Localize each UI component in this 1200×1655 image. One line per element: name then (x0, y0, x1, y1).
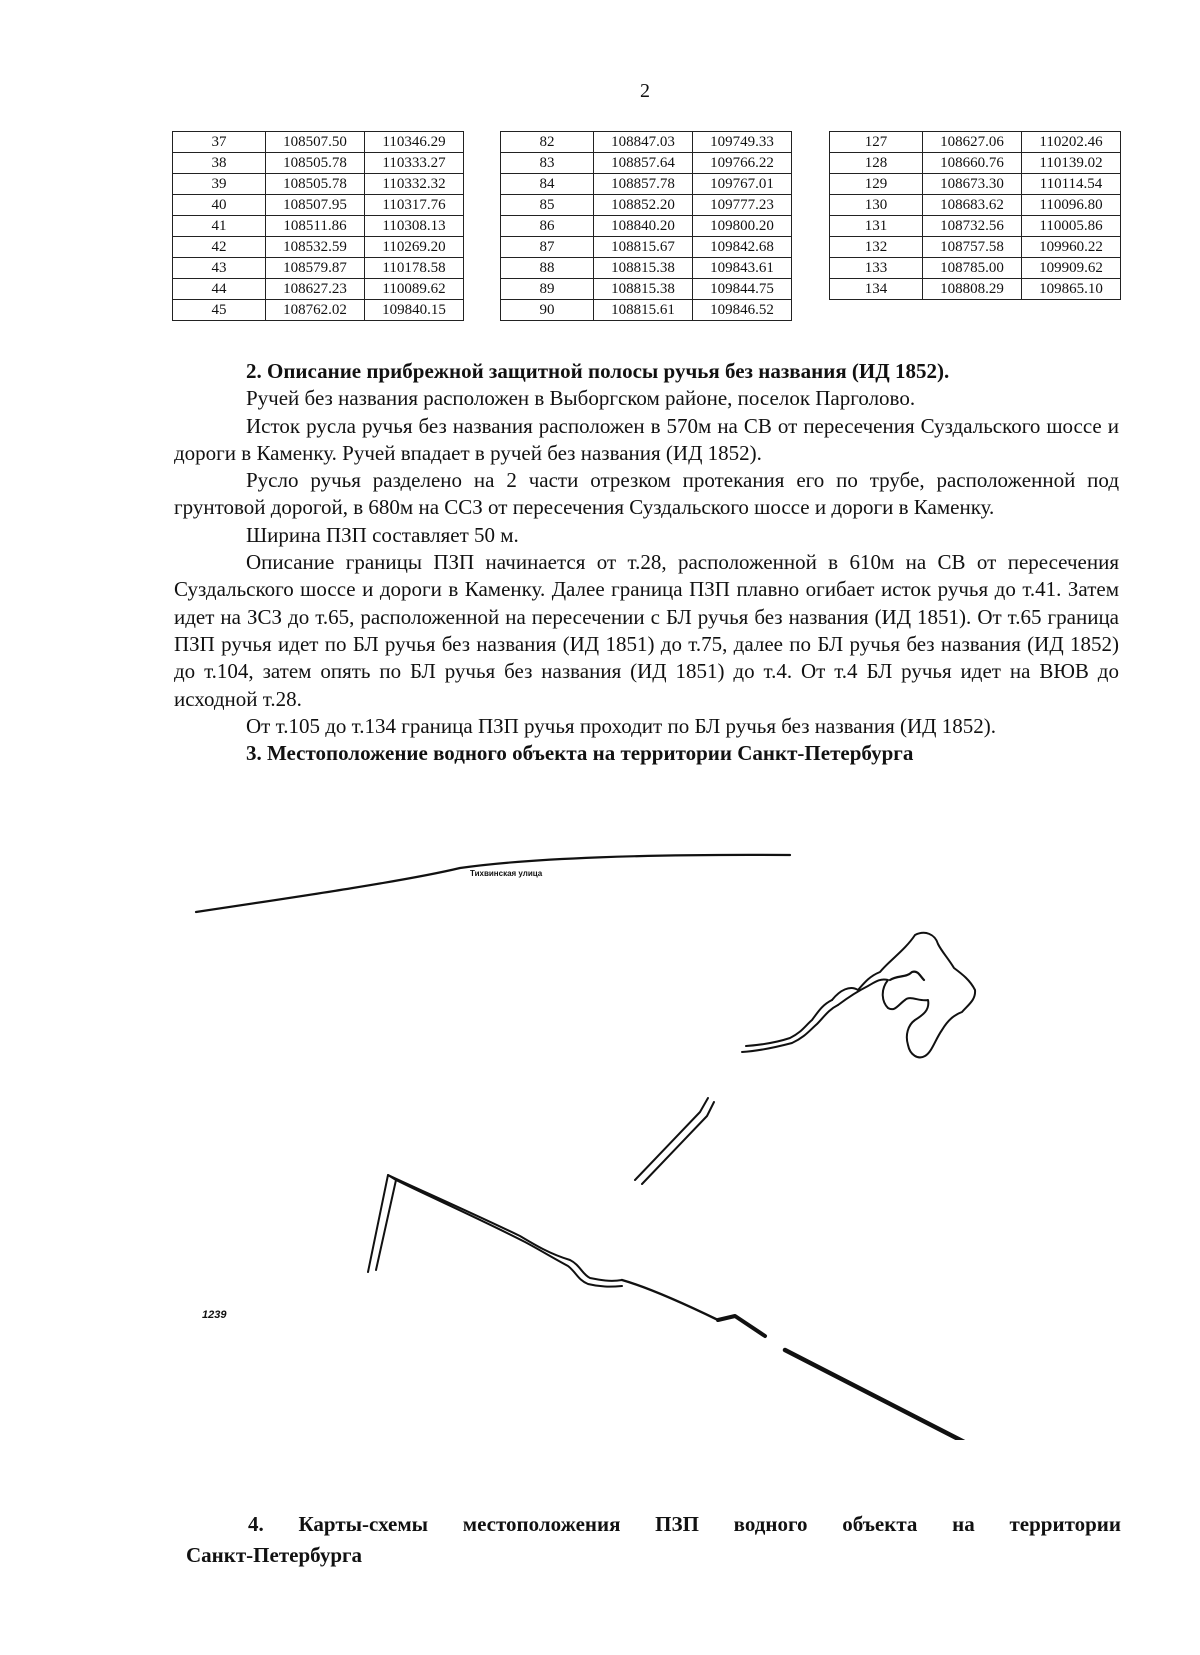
x-coordinate-cell: 108757.58 (923, 237, 1022, 258)
y-coordinate-cell: 109842.68 (693, 237, 792, 258)
paragraph: Исток русла ручья без названия расположен в 570м на СВ от пересечения Суздальского шоссе и дороги в Каменку. Ручей впадает в ручей без названия (ИД 1852). (174, 413, 1119, 465)
point-number-cell: 82 (501, 132, 594, 153)
x-coordinate-cell: 108673.30 (923, 174, 1022, 195)
y-coordinate-cell: 110269.20 (365, 237, 464, 258)
point-number-cell: 84 (501, 174, 594, 195)
coordinates-table-2 (500, 131, 792, 321)
paragraph: Русло ручья разделено на 2 части отрезком протекания его по трубе, расположенной под грунтовой дорогой, в 680м на ССЗ от пересечения Суздальского шоссе и дороги в Каменку. (174, 468, 1119, 520)
table-row (501, 216, 792, 237)
table-row (173, 153, 464, 174)
x-coordinate-cell: 108815.38 (594, 279, 693, 300)
table-row (501, 174, 792, 195)
table-row (501, 258, 792, 279)
table-row (830, 132, 1121, 153)
x-coordinate-cell: 108852.20 (594, 195, 693, 216)
y-coordinate-cell: 109865.10 (1022, 279, 1121, 300)
table-row (173, 300, 464, 321)
point-number-cell: 37 (173, 132, 266, 153)
point-number-cell: 129 (830, 174, 923, 195)
y-coordinate-cell: 110139.02 (1022, 153, 1121, 174)
x-coordinate-cell: 108840.20 (594, 216, 693, 237)
paragraph: От т.105 до т.134 граница ПЗП ручья проходит по БЛ ручья без названия (ИД 1852). (246, 713, 996, 738)
table-row (830, 279, 1121, 300)
x-coordinate-cell: 108511.86 (266, 216, 365, 237)
x-coordinate-cell: 108808.29 (923, 279, 1022, 300)
x-coordinate-cell: 108785.00 (923, 258, 1022, 279)
coordinates-table-1 (172, 131, 464, 321)
y-coordinate-cell: 109777.23 (693, 195, 792, 216)
stream-channel (622, 1280, 718, 1320)
y-coordinate-cell: 110346.29 (365, 132, 464, 153)
paragraph: Описание границы ПЗП начинается от т.28, расположенной в 610м на СВ от пересечения Суздальского шоссе и дороги в Каменку. Далее граница ПЗП плавно огибает исток ручья до т.41. Затем идет на ЗСЗ до т.65, расположенной на пересечении с БЛ ручья без названия (ИД 1851). От т.65 граница ПЗП ручья идет по БЛ ручья без названия (ИД 1851) до т.75, далее по БЛ ручья без названия (ИД 1852) до т.104, затем опять по БЛ ручья без названия (ИД 1851) до т.4. От т.4 БЛ ручья идет на ВЮВ до исходной т.28. (174, 550, 1119, 711)
x-coordinate-cell: 108660.76 (923, 153, 1022, 174)
coordinates-table-3 (829, 131, 1121, 300)
y-coordinate-cell: 109766.22 (693, 153, 792, 174)
point-number-cell: 127 (830, 132, 923, 153)
table-row (173, 237, 464, 258)
stream-channel (368, 1175, 396, 1272)
point-number-cell: 41 (173, 216, 266, 237)
table-row (501, 153, 792, 174)
point-number-cell: 40 (173, 195, 266, 216)
y-coordinate-cell: 109840.15 (365, 300, 464, 321)
y-coordinate-cell: 110202.46 (1022, 132, 1121, 153)
y-coordinate-cell: 109800.20 (693, 216, 792, 237)
table-row (501, 300, 792, 321)
table-row (173, 279, 464, 300)
road-line (196, 855, 790, 912)
x-coordinate-cell: 108815.61 (594, 300, 693, 321)
road-label: Тихвинская улица (470, 869, 543, 878)
point-number-cell: 45 (173, 300, 266, 321)
x-coordinate-cell: 108507.50 (266, 132, 365, 153)
table-row (173, 216, 464, 237)
x-coordinate-cell: 108505.78 (266, 174, 365, 195)
page-number: 2 (640, 80, 650, 102)
x-coordinate-cell: 108532.59 (266, 237, 365, 258)
y-coordinate-cell: 109909.62 (1022, 258, 1121, 279)
stream-channel (785, 1350, 1085, 1440)
y-coordinate-cell: 110005.86 (1022, 216, 1121, 237)
stream-channel (742, 1000, 838, 1052)
y-coordinate-cell: 109846.52 (693, 300, 792, 321)
x-coordinate-cell: 108579.87 (266, 258, 365, 279)
point-number-cell: 87 (501, 237, 594, 258)
x-coordinate-cell: 108732.56 (923, 216, 1022, 237)
x-coordinate-cell: 108505.78 (266, 153, 365, 174)
point-number-cell: 43 (173, 258, 266, 279)
location-map (190, 840, 1100, 1440)
y-coordinate-cell: 110333.27 (365, 153, 464, 174)
stream-channel (388, 1175, 622, 1287)
section-2-heading: 2. Описание прибрежной защитной полосы ручья без названия (ИД 1852). (246, 359, 950, 383)
table-row (501, 237, 792, 258)
y-coordinate-cell: 110317.76 (365, 195, 464, 216)
section-4-heading (186, 1509, 1121, 1571)
table-row (173, 195, 464, 216)
point-number-cell: 44 (173, 279, 266, 300)
point-number-cell: 132 (830, 237, 923, 258)
point-number-cell: 38 (173, 153, 266, 174)
y-coordinate-cell: 109843.61 (693, 258, 792, 279)
x-coordinate-cell: 108762.02 (266, 300, 365, 321)
x-coordinate-cell: 108627.06 (923, 132, 1022, 153)
y-coordinate-cell: 110332.32 (365, 174, 464, 195)
section-4-line-1: 4. Карты-схемы местоположения ПЗП водного объекта на территории (248, 1512, 1121, 1536)
x-coordinate-cell: 108815.67 (594, 237, 693, 258)
point-number-cell: 131 (830, 216, 923, 237)
table-row (173, 132, 464, 153)
stream-inner (890, 972, 924, 980)
table-row (173, 174, 464, 195)
paragraph: Ручей без названия расположен в Выборгском районе, поселок Парголово. (246, 386, 916, 411)
stream-loop (832, 933, 975, 1058)
y-coordinate-cell: 109749.33 (693, 132, 792, 153)
x-coordinate-cell: 108815.38 (594, 258, 693, 279)
table-row (173, 258, 464, 279)
point-number-cell: 39 (173, 174, 266, 195)
point-number-cell: 83 (501, 153, 594, 174)
point-number-cell: 130 (830, 195, 923, 216)
y-coordinate-cell: 110178.58 (365, 258, 464, 279)
stream-channel (718, 1316, 765, 1336)
y-coordinate-cell: 109960.22 (1022, 237, 1121, 258)
x-coordinate-cell: 108857.64 (594, 153, 693, 174)
section-4-line-2: Санкт-Петербурга (186, 1543, 363, 1567)
table-row (830, 153, 1121, 174)
y-coordinate-cell: 109767.01 (693, 174, 792, 195)
table-row (501, 279, 792, 300)
point-number-cell: 90 (501, 300, 594, 321)
point-number-cell: 86 (501, 216, 594, 237)
table-row (830, 195, 1121, 216)
point-number-cell: 134 (830, 279, 923, 300)
point-number-cell: 133 (830, 258, 923, 279)
point-number-cell: 42 (173, 237, 266, 258)
x-coordinate-cell: 108847.03 (594, 132, 693, 153)
table-row (501, 195, 792, 216)
x-coordinate-cell: 108507.95 (266, 195, 365, 216)
table-row (830, 174, 1121, 195)
section-2 (174, 358, 1119, 767)
table-row (830, 258, 1121, 279)
x-coordinate-cell: 108627.23 (266, 279, 365, 300)
y-coordinate-cell: 110114.54 (1022, 174, 1121, 195)
point-number-cell: 89 (501, 279, 594, 300)
point-number-cell: 128 (830, 153, 923, 174)
table-row (501, 132, 792, 153)
section-3-heading: 3. Местоположение водного объекта на территории Санкт-Петербурга (246, 741, 914, 766)
table-row (830, 237, 1121, 258)
x-coordinate-cell: 108857.78 (594, 174, 693, 195)
x-coordinate-cell: 108683.62 (923, 195, 1022, 216)
y-coordinate-cell: 109844.75 (693, 279, 792, 300)
table-row (830, 216, 1121, 237)
map-number-label: 1239 (202, 1309, 227, 1321)
y-coordinate-cell: 110096.80 (1022, 195, 1121, 216)
stream-channel (635, 1098, 714, 1184)
y-coordinate-cell: 110089.62 (365, 279, 464, 300)
y-coordinate-cell: 110308.13 (365, 216, 464, 237)
point-number-cell: 88 (501, 258, 594, 279)
point-number-cell: 85 (501, 195, 594, 216)
paragraph: Ширина ПЗП составляет 50 м. (246, 522, 519, 547)
